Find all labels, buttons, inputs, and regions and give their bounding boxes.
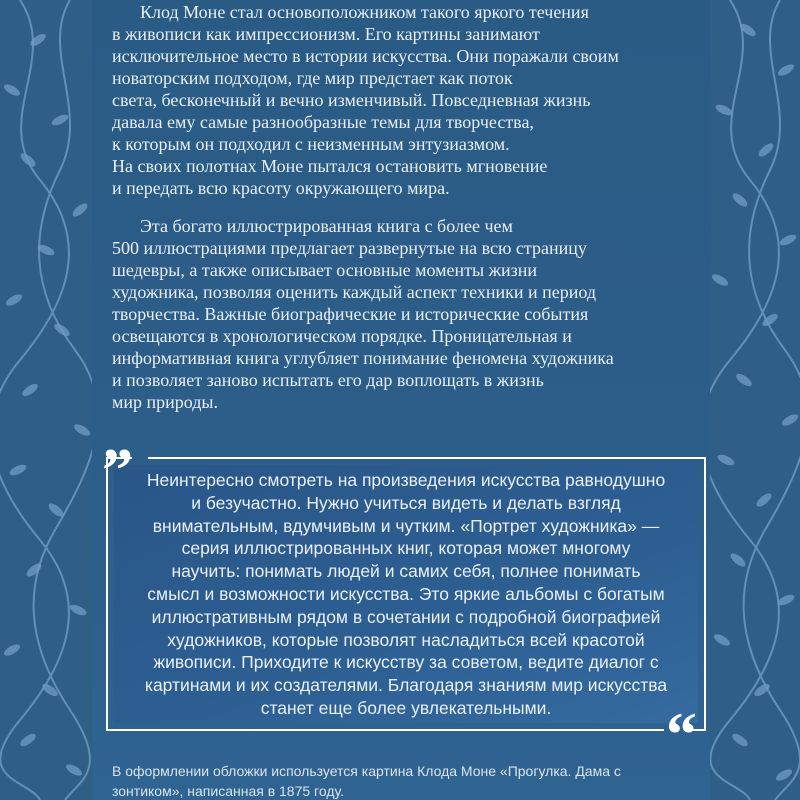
- quote-line: живописи. Приходите к искусству за советом, ведите диалог с: [153, 652, 659, 673]
- quote-line: научить: понимать людей и самих себя, полнее понимать: [171, 561, 641, 582]
- vine-border-right-decoration: [700, 0, 800, 800]
- intro-line: и передать всю красоту окружающего мира.: [112, 178, 450, 198]
- description-line: информативная книга углубляет понимание феномена художника: [112, 348, 614, 368]
- quote-line: Неинтересно смотреть на произведения искусства равнодушно: [146, 470, 666, 490]
- intro-line: новаторским подходом, где мир предстает как поток: [112, 68, 513, 88]
- quote-line: картинами и их создателями. Благодаря знаниям мир искусства: [144, 675, 668, 696]
- intro-line: Клод Моне стал основоположником такого яркого течения: [140, 2, 589, 22]
- quote-line: художников, которые позволят насладиться всей красотой: [167, 629, 645, 650]
- intro-line: в живописи как импрессионизм. Его картины занимают: [112, 24, 540, 44]
- quote-line: станет еще более увлекательными.: [260, 697, 552, 718]
- intro-line: исключительное место в истории искусства. Они поражали своим: [112, 46, 619, 66]
- description-paragraph: [112, 215, 692, 413]
- quote-line: серия иллюстрированных книг, которая может многому: [181, 538, 631, 559]
- description-line: художника, позволяя оценить каждый аспект техники и период: [112, 282, 596, 302]
- vine-border-left-decoration: [0, 0, 100, 800]
- description-line: шедевры, а также описывает основные моменты жизни: [112, 260, 538, 280]
- closing-quote-mark: “: [666, 701, 697, 769]
- description-line: мир природы.: [112, 392, 219, 412]
- description-line: творчества. Важные биографические и исторические события: [112, 304, 589, 324]
- description-line: 500 иллюстрациями предлагает развернутые на всю страницу: [112, 238, 587, 258]
- cover-credit-footnote: [112, 761, 712, 800]
- quote-line: смысл и возможности искусства. Это яркие альбомы с богатым: [147, 583, 665, 604]
- quote-text: [112, 469, 700, 720]
- description-line: Эта богато иллюстрированная книга с более чем: [140, 216, 513, 236]
- intro-paragraph: [112, 1, 692, 199]
- quote-line: внимательным, вдумчивым и чутким. «Портрет художника» —: [152, 515, 660, 536]
- intro-line: к которым он подходил с неизменным энтузиазмом.: [112, 134, 510, 154]
- quote-line: иллюстративным рядом в сочетании с подробной биографией: [151, 606, 661, 627]
- footnote-line: В оформлении обложки используется картина Клода Моне «Прогулка. Дама с: [112, 763, 621, 779]
- opening-quote-mark: ”: [102, 437, 133, 505]
- quote-line: и безучастно. Нужно учиться видеть и делать взгляд: [191, 492, 621, 513]
- intro-line: На своих полотнах Моне пытался остановить мгновение: [112, 156, 548, 176]
- intro-line: давала ему самые разнообразные темы для творчества,: [112, 112, 534, 132]
- description-line: освещаются в хронологическом порядке. Проницательная и: [112, 326, 572, 346]
- description-line: и позволяет заново испытать его дар воплощать в жизнь: [112, 370, 544, 390]
- intro-line: света, бесконечный и вечно изменчивый. Повседневная жизнь: [112, 90, 591, 110]
- footnote-line: зонтиком», написанная в 1875 году.: [112, 783, 344, 799]
